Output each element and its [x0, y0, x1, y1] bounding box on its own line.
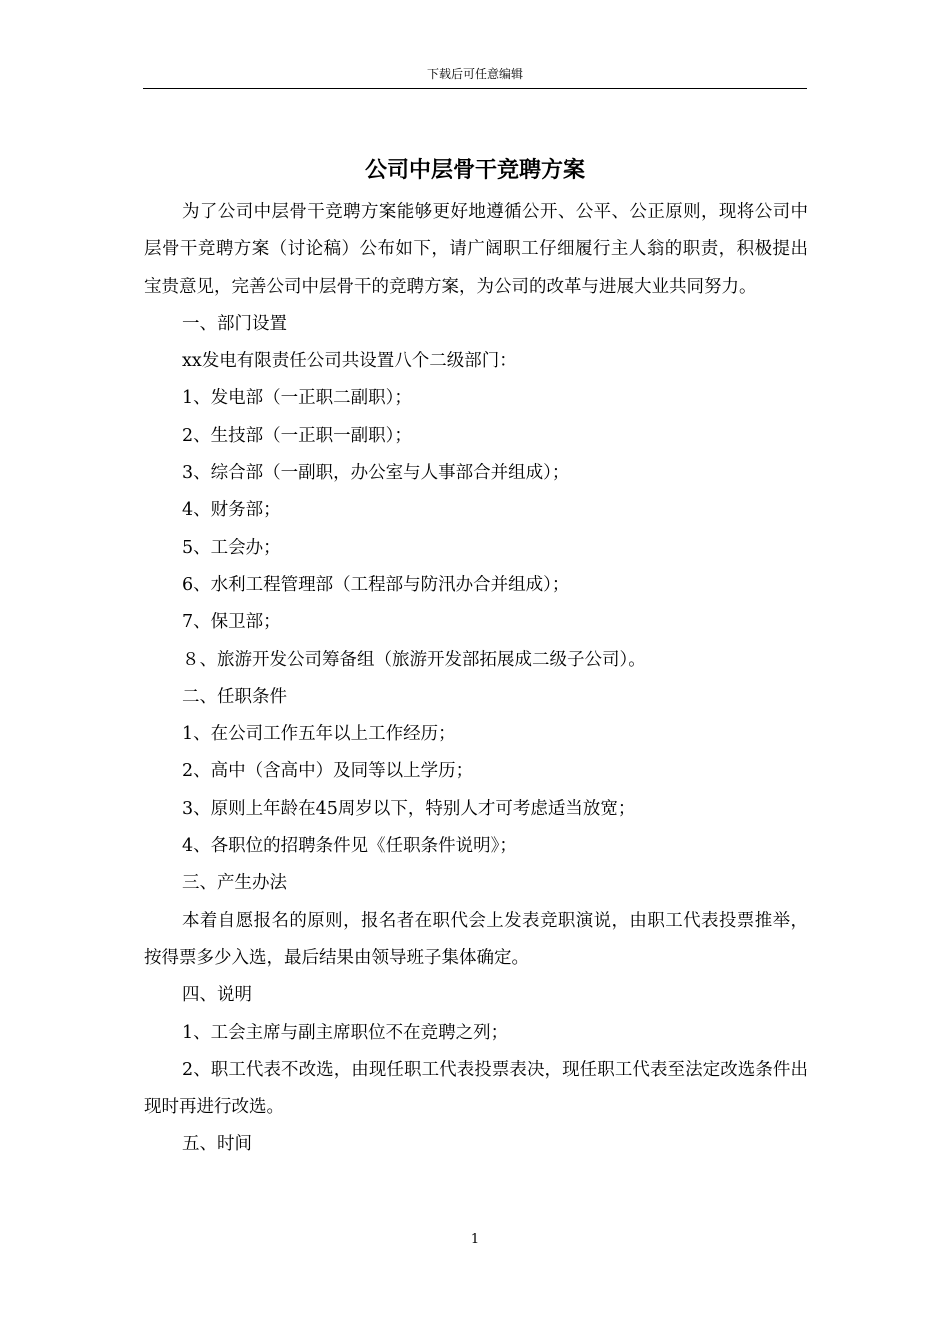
list-item: 3、综合部（一副职，办公室与人事部合并组成）；: [182, 463, 570, 484]
list-item: 5、工会办；: [182, 537, 281, 558]
selection-method-paragraph: 本着自愿报名的原则，报名者在职代会上发表竞职演说，由职工代表投票推举，按得票多少入选，最后结果由领导班子集体确定。: [144, 910, 808, 968]
list-item: ８、旅游开发公司筹备组（旅游开发部拓展成二级子公司）。: [182, 649, 646, 670]
list-item: 1、发电部（一正职二副职）；: [182, 388, 412, 409]
list-item: 7、保卫部；: [182, 612, 281, 633]
page-number: 1: [470, 1232, 480, 1247]
page-header-note: 下载后可任意编辑: [426, 67, 523, 81]
section-heading-qualifications: 二、任职条件: [182, 686, 287, 707]
list-item: 1、工会主席与副主席职位不在竞聘之列；: [182, 1022, 509, 1043]
departments-lead: xx发电有限责任公司共设置八个二级部门：: [182, 351, 517, 372]
list-item: 4、财务部；: [182, 500, 281, 521]
list-item: 1、在公司工作五年以上工作经历；: [182, 724, 456, 745]
document-body: [144, 194, 808, 1164]
list-item: 2、生技部（一正职一副职）；: [182, 425, 412, 446]
section-heading-notes: 四、说明: [182, 985, 252, 1006]
list-item: 6、水利工程管理部（工程部与防汛办合并组成）；: [182, 574, 570, 595]
section-heading-schedule: 五、时间: [182, 1134, 252, 1155]
intro-paragraph: 为了公司中层骨干竞聘方案能够更好地遵循公开、公平、公正原则，现将公司中层骨干竞聘方案（讨论稿）公布如下，请广阔职工仔细履行主人翁的职责，积极提出宝贵意见，完善公司中层骨干的竞聘方案，为公司的改革与进展大业共同努力。: [144, 202, 808, 297]
list-item: 4、各职位的招聘条件见《任职条件说明》；: [182, 836, 517, 857]
list-item: 3、原则上年龄在45周岁以下，特别人才可考虑适当放宽；: [182, 798, 636, 819]
list-item: 2、职工代表不改选，由现任职工代表投票表决，现任职工代表至法定改选条件出现时再进行改选。: [144, 1059, 808, 1118]
document-title: 公司中层骨干竞聘方案: [364, 158, 585, 183]
list-item: 2、高中（含高中）及同等以上学历；: [182, 761, 474, 782]
header-divider: [143, 88, 807, 89]
section-heading-selection-method: 三、产生办法: [182, 873, 287, 894]
section-heading-departments: 一、部门设置: [182, 313, 287, 334]
